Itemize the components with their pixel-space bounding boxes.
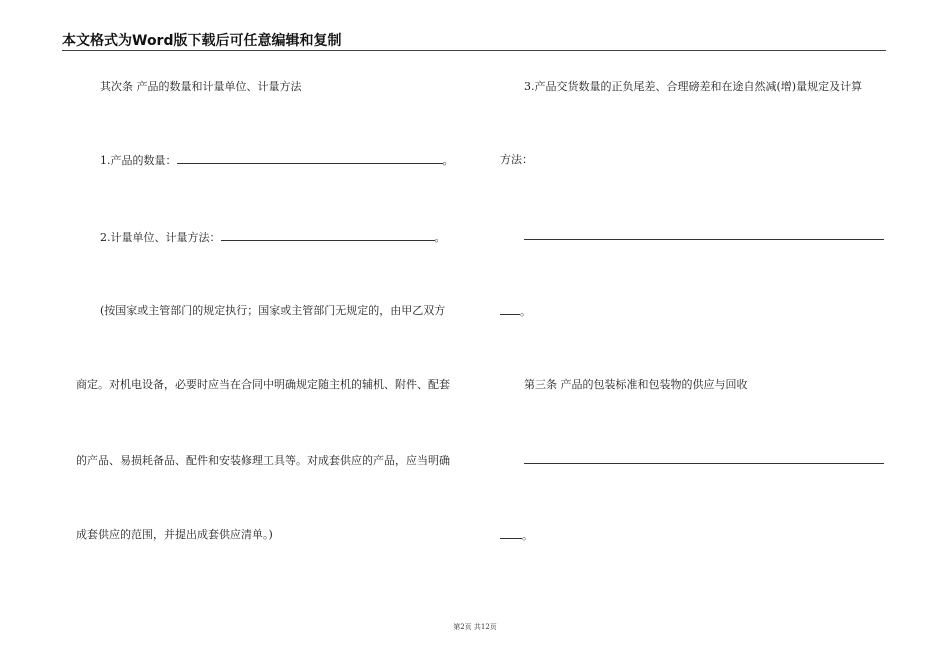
note-line-2: 商定。对机电设备，必要时应当在合同中明确规定随主机的辅机、附件、配套 bbox=[76, 378, 450, 391]
unit-label: 2.计量单位、计量方法： bbox=[100, 231, 221, 244]
page-footer: 第2页 共12页 bbox=[453, 623, 497, 631]
quantity-line bbox=[100, 153, 454, 168]
note-line-1: (按国家或主管部门的规定执行；国家或主管部门无规定的，由甲乙双方 bbox=[100, 304, 446, 317]
item3-line-2: 方法： bbox=[500, 153, 533, 166]
quantity-end: 。 bbox=[442, 154, 454, 167]
quantity-label: 1.产品的数量： bbox=[100, 154, 177, 167]
article2-heading: 其次条 产品的数量和计量单位、计量方法 bbox=[100, 80, 302, 93]
item3-blank-rule bbox=[524, 239, 884, 240]
article3-end-line bbox=[500, 528, 533, 543]
item3-end-blank bbox=[500, 304, 520, 315]
quantity-blank bbox=[177, 153, 443, 164]
header-title: 本文格式为Word版下载后可任意编辑和复制 bbox=[62, 33, 342, 49]
unit-blank bbox=[221, 230, 435, 241]
document-header bbox=[62, 32, 886, 51]
item3-end: 。 bbox=[520, 305, 531, 318]
unit-line bbox=[100, 230, 446, 245]
item3-end-line bbox=[500, 304, 531, 319]
article3-end: 。 bbox=[522, 529, 533, 542]
note-line-3: 的产品、易损耗备品、配件和安装修理工具等。对成套供应的产品，应当明确 bbox=[76, 454, 450, 467]
article3-heading: 第三条 产品的包装标准和包装物的供应与回收 bbox=[524, 378, 748, 391]
article3-end-blank bbox=[500, 528, 522, 539]
item3-line-1: 3.产品交货数量的正负尾差、合理磅差和在途自然减(增)量规定及计算 bbox=[524, 80, 863, 93]
article3-blank-rule bbox=[524, 463, 884, 464]
unit-end: 。 bbox=[434, 231, 446, 244]
note-line-4: 成套供应的范围，并提出成套供应清单。) bbox=[76, 528, 273, 541]
